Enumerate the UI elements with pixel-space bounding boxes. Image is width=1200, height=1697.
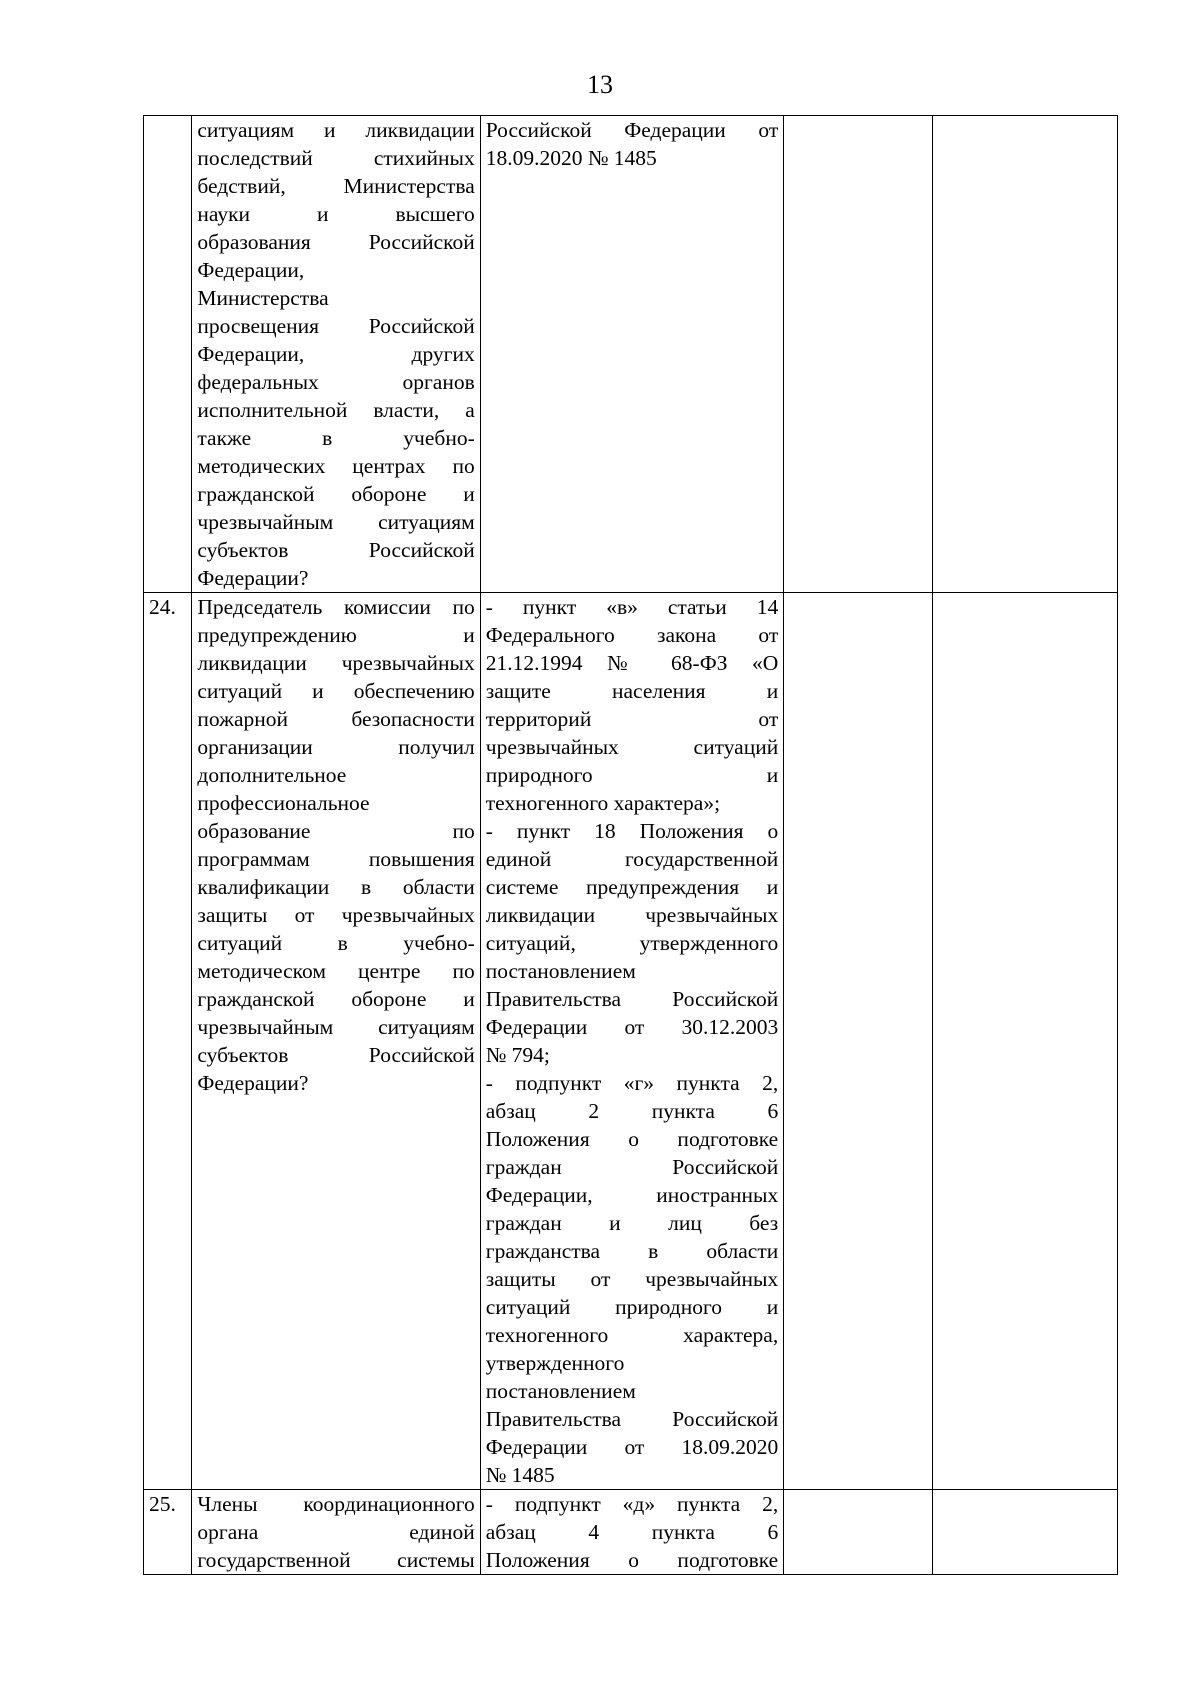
question-line: Федерации, других	[197, 342, 475, 366]
question-line: Федерации?	[197, 566, 309, 590]
question-line: Члены координационного	[197, 1492, 475, 1516]
reference-line: абзац 4 пункта 6	[485, 1520, 779, 1544]
reference-line: Федерации, иностранных	[485, 1183, 779, 1207]
question-line: просвещения Российской	[197, 314, 475, 338]
question-line: образование по	[197, 819, 475, 843]
reference-line: гражданства в области	[485, 1239, 779, 1263]
question-line: методических центрах по	[197, 454, 475, 478]
checklist-table-body	[144, 116, 1118, 1575]
reference-cell	[480, 116, 783, 593]
question-line: Председатель комиссии по	[197, 595, 475, 619]
question-line: также в учебно-	[197, 426, 475, 450]
table-row	[144, 593, 1118, 1490]
reference-line: единой государственной	[485, 847, 779, 871]
question-line: квалификации в области	[197, 875, 475, 899]
question-line: федеральных органов	[197, 370, 475, 394]
reference-line: Положения о подготовке	[485, 1127, 779, 1151]
reference-line: Федерального закона от	[485, 623, 779, 647]
question-line: предупреждению и	[197, 623, 475, 647]
reference-line: 18.09.2020 № 1485	[485, 146, 657, 170]
page-number: 13	[587, 70, 613, 99]
reference-line: Федерации от 30.12.2003	[485, 1015, 779, 1039]
question-line: Федерации?	[197, 1071, 309, 1095]
answer-yes-cell	[784, 116, 933, 593]
reference-line: техногенного характера»;	[485, 791, 721, 815]
question-line: образования Российской	[197, 230, 475, 254]
reference-line: природного и	[485, 763, 779, 787]
question-line: ситуаций и обеспечению	[197, 679, 475, 703]
reference-line: Правительства Российской	[485, 1407, 779, 1431]
reference-line: Правительства Российской	[485, 987, 779, 1011]
question-line: органа единой	[197, 1520, 475, 1544]
question-line: науки и высшего	[197, 202, 475, 226]
reference-line: - подпункт «г» пункта 2,	[485, 1071, 779, 1095]
question-line: ситуациям и ликвидации	[197, 118, 475, 142]
reference-line: постановлением	[485, 1379, 636, 1403]
question-line: гражданской обороне и	[197, 987, 475, 1011]
answer-yes-cell	[784, 1490, 933, 1575]
question-line: программам повышения	[197, 847, 475, 871]
question-line: ситуаций в учебно-	[197, 931, 475, 955]
reference-line: утвержденного	[485, 1351, 625, 1375]
question-line: субъектов Российской	[197, 538, 475, 562]
question-line: дополнительное	[197, 763, 347, 787]
reference-line: - пункт 18 Положения о	[485, 819, 779, 843]
question-cell	[192, 116, 480, 593]
answer-no-cell	[933, 1490, 1118, 1575]
reference-line: техногенного характера,	[485, 1323, 779, 1347]
question-line: пожарной безопасности	[197, 707, 475, 731]
reference-cell	[480, 1490, 783, 1575]
question-cell	[192, 1490, 480, 1575]
reference-line: ситуаций природного и	[485, 1295, 779, 1319]
question-line: Министерства	[197, 286, 329, 310]
row-number	[144, 116, 192, 593]
question-line: защиты от чрезвычайных	[197, 903, 475, 927]
reference-cell	[480, 593, 783, 1490]
reference-line: системе предупреждения и	[485, 875, 779, 899]
row-number: 24.	[144, 593, 192, 1490]
reference-line: защиты от чрезвычайных	[485, 1267, 779, 1291]
reference-line: защите населения и	[485, 679, 779, 703]
reference-line: чрезвычайных ситуаций	[485, 735, 779, 759]
question-line: профессиональное	[197, 791, 370, 815]
reference-line: - подпункт «д» пункта 2,	[485, 1492, 779, 1516]
table-row	[144, 1490, 1118, 1575]
row-number: 25.	[144, 1490, 192, 1575]
answer-no-cell	[933, 116, 1118, 593]
reference-line: 21.12.1994 № 68-ФЗ «О	[485, 651, 779, 675]
question-line: субъектов Российской	[197, 1043, 475, 1067]
reference-line: - пункт «в» статьи 14	[485, 595, 779, 619]
reference-line: абзац 2 пункта 6	[485, 1099, 779, 1123]
reference-line: граждан и лиц без	[485, 1211, 779, 1235]
table-row	[144, 116, 1118, 593]
reference-line: Российской Федерации от	[485, 118, 779, 142]
reference-line: постановлением	[485, 959, 636, 983]
question-cell	[192, 593, 480, 1490]
reference-line: ситуаций, утвержденного	[485, 931, 779, 955]
question-line: ликвидации чрезвычайных	[197, 651, 475, 675]
reference-line: № 1485	[485, 1463, 555, 1487]
question-line: бедствий, Министерства	[197, 174, 475, 198]
question-line: методическом центре по	[197, 959, 475, 983]
question-line: чрезвычайным ситуациям	[197, 1015, 475, 1039]
question-line: гражданской обороне и	[197, 482, 475, 506]
reference-line: ликвидации чрезвычайных	[485, 903, 779, 927]
answer-no-cell	[933, 593, 1118, 1490]
reference-line: граждан Российской	[485, 1155, 779, 1179]
question-line: государственной системы	[197, 1548, 475, 1572]
reference-line: Федерации от 18.09.2020	[485, 1435, 779, 1459]
question-line: последствий стихийных	[197, 146, 475, 170]
question-line: организации получил	[197, 735, 475, 759]
reference-line: территорий от	[485, 707, 779, 731]
question-line: Федерации,	[197, 258, 305, 282]
checklist-table	[143, 115, 1118, 1575]
reference-line: № 794;	[485, 1043, 550, 1067]
answer-yes-cell	[784, 593, 933, 1490]
question-line: чрезвычайным ситуациям	[197, 510, 475, 534]
question-line: исполнительной власти, а	[197, 398, 475, 422]
reference-line: Положения о подготовке	[485, 1548, 779, 1572]
